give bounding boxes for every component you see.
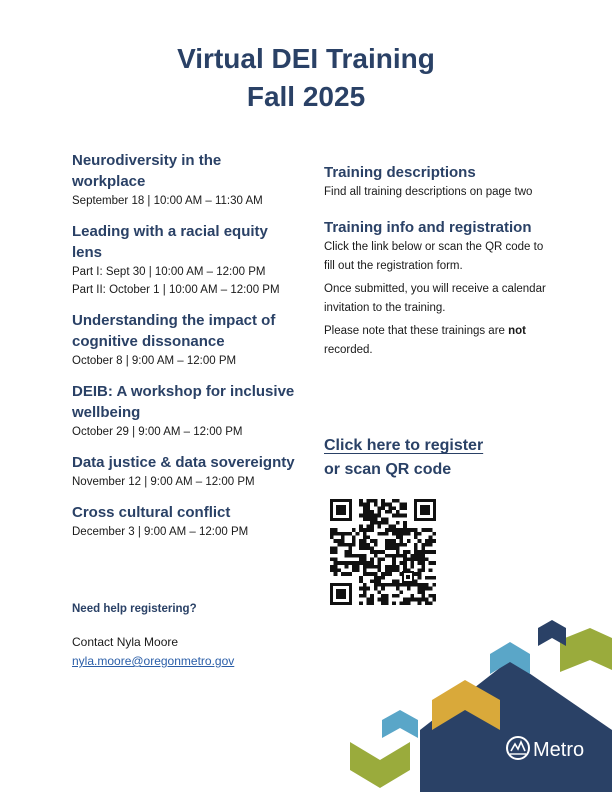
session-title: Cross cultural conflict xyxy=(72,504,231,521)
session-date: November 12 | 9:00 AM – 12:00 PM xyxy=(72,476,255,488)
session-item xyxy=(72,452,297,491)
session-item xyxy=(72,502,297,541)
session-item xyxy=(72,221,297,299)
metro-logo-text: Metro xyxy=(533,739,585,761)
descriptions-heading: Training descriptions xyxy=(324,164,476,181)
session-title: DEIB: A workshop for inclusive wellbeing xyxy=(72,383,295,421)
registration-instructions: Click the link below or scan the QR code to fill out the registration form. xyxy=(324,241,544,272)
metro-logo-graphic xyxy=(340,620,612,792)
session-date: Part II: October 1 | 10:00 AM – 12:00 PM xyxy=(72,284,280,296)
qr-code[interactable] xyxy=(328,497,438,607)
contact-name: Contact Nyla Moore xyxy=(72,635,179,649)
recording-note-pre: Please note that these trainings are xyxy=(324,325,509,337)
session-title: Understanding the impact of cognitive dissonance xyxy=(72,312,276,350)
descriptions-text: Find all training descriptions on page two xyxy=(324,186,533,198)
registration-heading: Training info and registration xyxy=(324,219,532,236)
session-item xyxy=(72,310,297,370)
session-date: October 8 | 9:00 AM – 12:00 PM xyxy=(72,355,237,367)
session-title: Leading with a racial equity lens xyxy=(72,223,268,261)
info-column xyxy=(324,163,550,364)
title-line-1: Virtual DEI Training xyxy=(177,43,435,74)
help-heading: Need help registering? xyxy=(72,603,197,615)
session-item xyxy=(72,150,297,210)
registration-confirmation: Once submitted, you will receive a calendar invitation to the training. xyxy=(324,283,546,314)
session-date: October 29 | 9:00 AM – 12:00 PM xyxy=(72,426,243,438)
recording-note-post: recorded. xyxy=(324,344,373,356)
register-link[interactable]: Click here to register xyxy=(324,437,484,454)
recording-note xyxy=(324,322,550,360)
session-title: Neurodiversity in the workplace xyxy=(72,152,222,190)
session-item xyxy=(72,381,297,441)
recording-note-bold: not xyxy=(508,325,527,337)
contact-email-link[interactable]: nyla.moore@oregonmetro.gov xyxy=(72,654,235,668)
session-date: September 18 | 10:00 AM – 11:30 AM xyxy=(72,195,263,207)
contact-block xyxy=(72,633,234,671)
session-list xyxy=(72,150,297,552)
session-date: December 3 | 9:00 AM – 12:00 PM xyxy=(72,526,249,538)
title-line-2: Fall 2025 xyxy=(246,81,366,112)
page-title xyxy=(0,40,612,116)
session-date: Part I: Sept 30 | 10:00 AM – 12:00 PM xyxy=(72,266,266,278)
scan-qr-label: or scan QR code xyxy=(324,461,452,478)
session-title: Data justice & data sovereignty xyxy=(72,454,295,471)
